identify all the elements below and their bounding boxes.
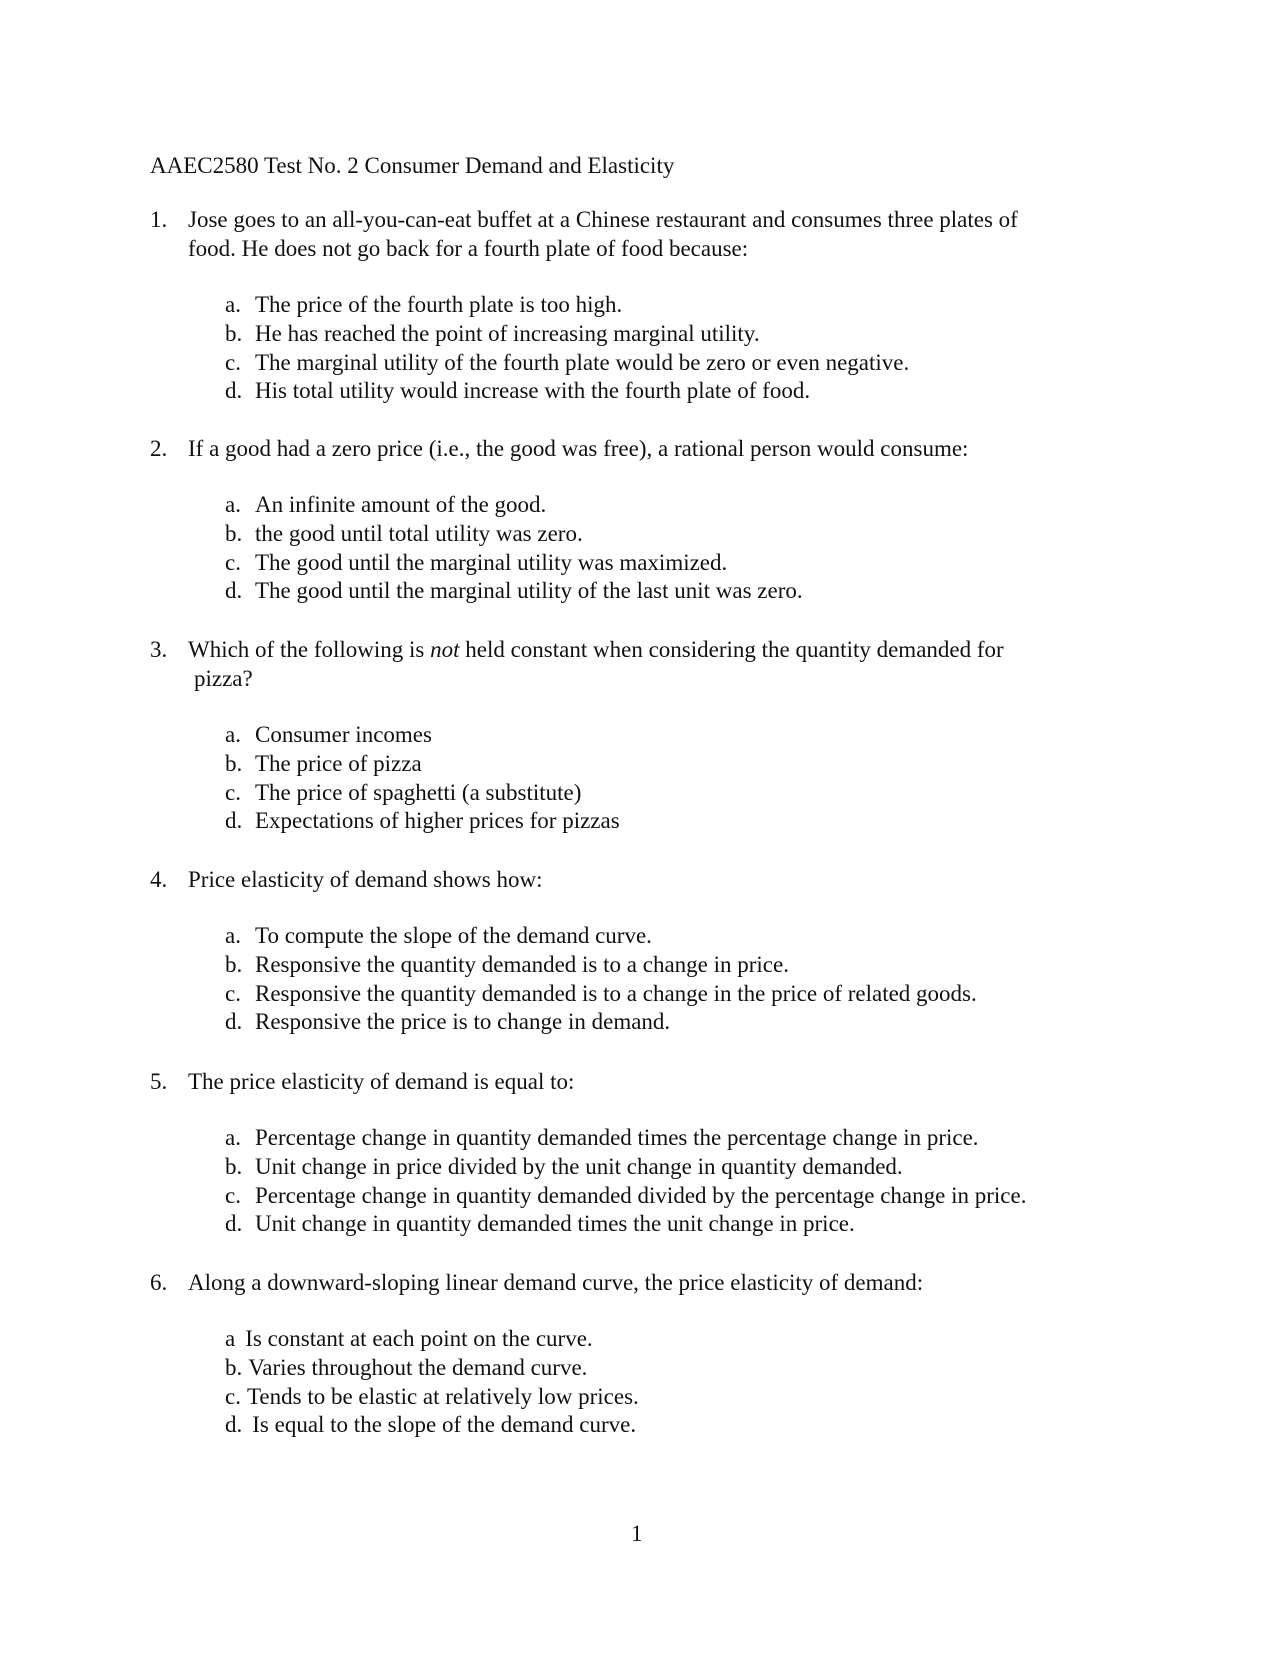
option-letter: a. (225, 1125, 241, 1150)
question-number: 3. (150, 637, 168, 662)
option-letter: d. (225, 578, 243, 604)
option-text: Percentage change in quantity demanded times the percentage change in price. (255, 1125, 979, 1150)
option-letter: c. (225, 1383, 241, 1409)
option-text: Varies throughout the demand curve. (248, 1354, 588, 1380)
emphasis-text: not (430, 637, 460, 662)
answer-option (225, 721, 1110, 750)
page-number: 1 (631, 1521, 643, 1546)
question-number: 2. (150, 436, 168, 461)
question-text: Which of the following is not held constant when considering the quantity demanded for pizza? (188, 637, 1004, 691)
question-1 (150, 205, 1110, 406)
option-text: Unit change in price divided by the unit change in quantity demanded. (255, 1153, 903, 1179)
option-letter: d. (225, 808, 243, 834)
answer-options (225, 922, 1110, 1037)
answer-option (225, 1124, 1110, 1153)
answer-option (225, 750, 1110, 779)
question-5 (150, 1067, 1110, 1239)
option-text: Unit change in quantity demanded times the unit change in price. (255, 1211, 855, 1237)
option-text: Consumer incomes (255, 722, 432, 747)
question-6 (150, 1268, 1110, 1440)
option-text: Responsive the quantity demanded is to a change in price. (255, 951, 789, 977)
option-letter: d. (225, 1009, 243, 1035)
option-text: the good until total utility was zero. (255, 520, 583, 546)
option-text: Is constant at each point on the curve. (245, 1326, 593, 1351)
answer-options (225, 1325, 1110, 1440)
answer-option (225, 377, 1110, 406)
option-letter: c. (225, 980, 241, 1006)
option-letter: b. (225, 951, 243, 977)
option-letter: b. (225, 520, 243, 546)
answer-option (225, 779, 1110, 808)
option-letter: a (225, 1326, 236, 1351)
option-text: The price of pizza (255, 750, 422, 776)
option-text: Tends to be elastic at relatively low prices. (246, 1383, 639, 1409)
option-text: An infinite amount of the good. (255, 492, 547, 517)
question-text: Along a downward-sloping linear demand curve, the price elasticity of demand: (188, 1270, 924, 1295)
page-title: AAEC2580 Test No. 2 Consumer Demand and Elasticity (150, 153, 675, 178)
option-letter: b. (225, 1153, 243, 1179)
question-4 (150, 865, 1110, 1037)
answer-option (225, 922, 1110, 951)
option-text: The price of the fourth plate is too high. (255, 292, 623, 317)
option-letter: a. (225, 292, 241, 317)
option-letter: c. (225, 779, 241, 805)
option-text: Responsive the price is to change in demand. (255, 1009, 671, 1035)
answer-options (225, 291, 1110, 406)
option-text: Is equal to the slope of the demand curve. (252, 1412, 637, 1438)
answer-option (225, 807, 1110, 836)
option-text: To compute the slope of the demand curve. (255, 923, 652, 948)
option-letter: c. (225, 549, 241, 575)
answer-option (225, 1411, 1110, 1440)
answer-option (225, 1182, 1110, 1211)
option-text: Percentage change in quantity demanded divided by the percentage change in price. (255, 1182, 1027, 1208)
question-text: The price elasticity of demand is equal to: (188, 1069, 575, 1094)
option-text: Responsive the quantity demanded is to a change in the price of related goods. (255, 980, 977, 1006)
answer-option (225, 349, 1110, 378)
answer-option (225, 1153, 1110, 1182)
option-letter: d. (225, 1211, 243, 1237)
answer-option (225, 577, 1110, 606)
question-number: 5. (150, 1069, 168, 1094)
question-text: Price elasticity of demand shows how: (188, 867, 543, 892)
question-number: 1. (150, 207, 168, 232)
question-3 (150, 635, 1110, 836)
option-text: The good until the marginal utility was maximized. (255, 549, 728, 575)
answer-option (225, 520, 1110, 549)
option-text: His total utility would increase with the fourth plate of food. (255, 378, 811, 404)
option-letter: b. (225, 320, 243, 346)
answer-options (225, 721, 1110, 836)
option-text: Expectations of higher prices for pizzas (255, 808, 620, 834)
answer-option (225, 1325, 1110, 1354)
question-number: 6. (150, 1270, 168, 1295)
option-letter: a. (225, 722, 241, 747)
answer-option (225, 1354, 1110, 1383)
option-letter: d. (225, 1412, 243, 1438)
answer-option (225, 320, 1110, 349)
option-letter: d. (225, 378, 243, 404)
option-letter: c. (225, 1182, 241, 1208)
answer-option (225, 980, 1110, 1009)
option-letter: b. (225, 1354, 243, 1380)
answer-option (225, 491, 1110, 520)
answer-option (225, 291, 1110, 320)
question-text: Jose goes to an all-you-can-eat buffet at a Chinese restaurant and consumes three plates of food. He does not go back for a fourth plate of food because: (188, 207, 1018, 261)
option-letter: c. (225, 349, 241, 375)
option-letter: b. (225, 750, 243, 776)
question-number: 4. (150, 867, 168, 892)
option-letter: a. (225, 923, 241, 948)
option-text: He has reached the point of increasing marginal utility. (255, 320, 760, 346)
option-text: The marginal utility of the fourth plate would be zero or even negative. (255, 349, 910, 375)
answer-option (225, 1210, 1110, 1239)
answer-options (225, 491, 1110, 606)
option-text: The price of spaghetti (a substitute) (255, 779, 582, 805)
question-2 (150, 434, 1110, 606)
answer-option (225, 1008, 1110, 1037)
answer-option (225, 549, 1110, 578)
question-text: If a good had a zero price (i.e., the good was free), a rational person would consume: (188, 436, 969, 461)
answer-option (225, 951, 1110, 980)
answer-option (225, 1383, 1110, 1412)
answer-options (225, 1124, 1110, 1239)
option-letter: a. (225, 492, 241, 517)
option-text: The good until the marginal utility of the last unit was zero. (255, 578, 803, 604)
